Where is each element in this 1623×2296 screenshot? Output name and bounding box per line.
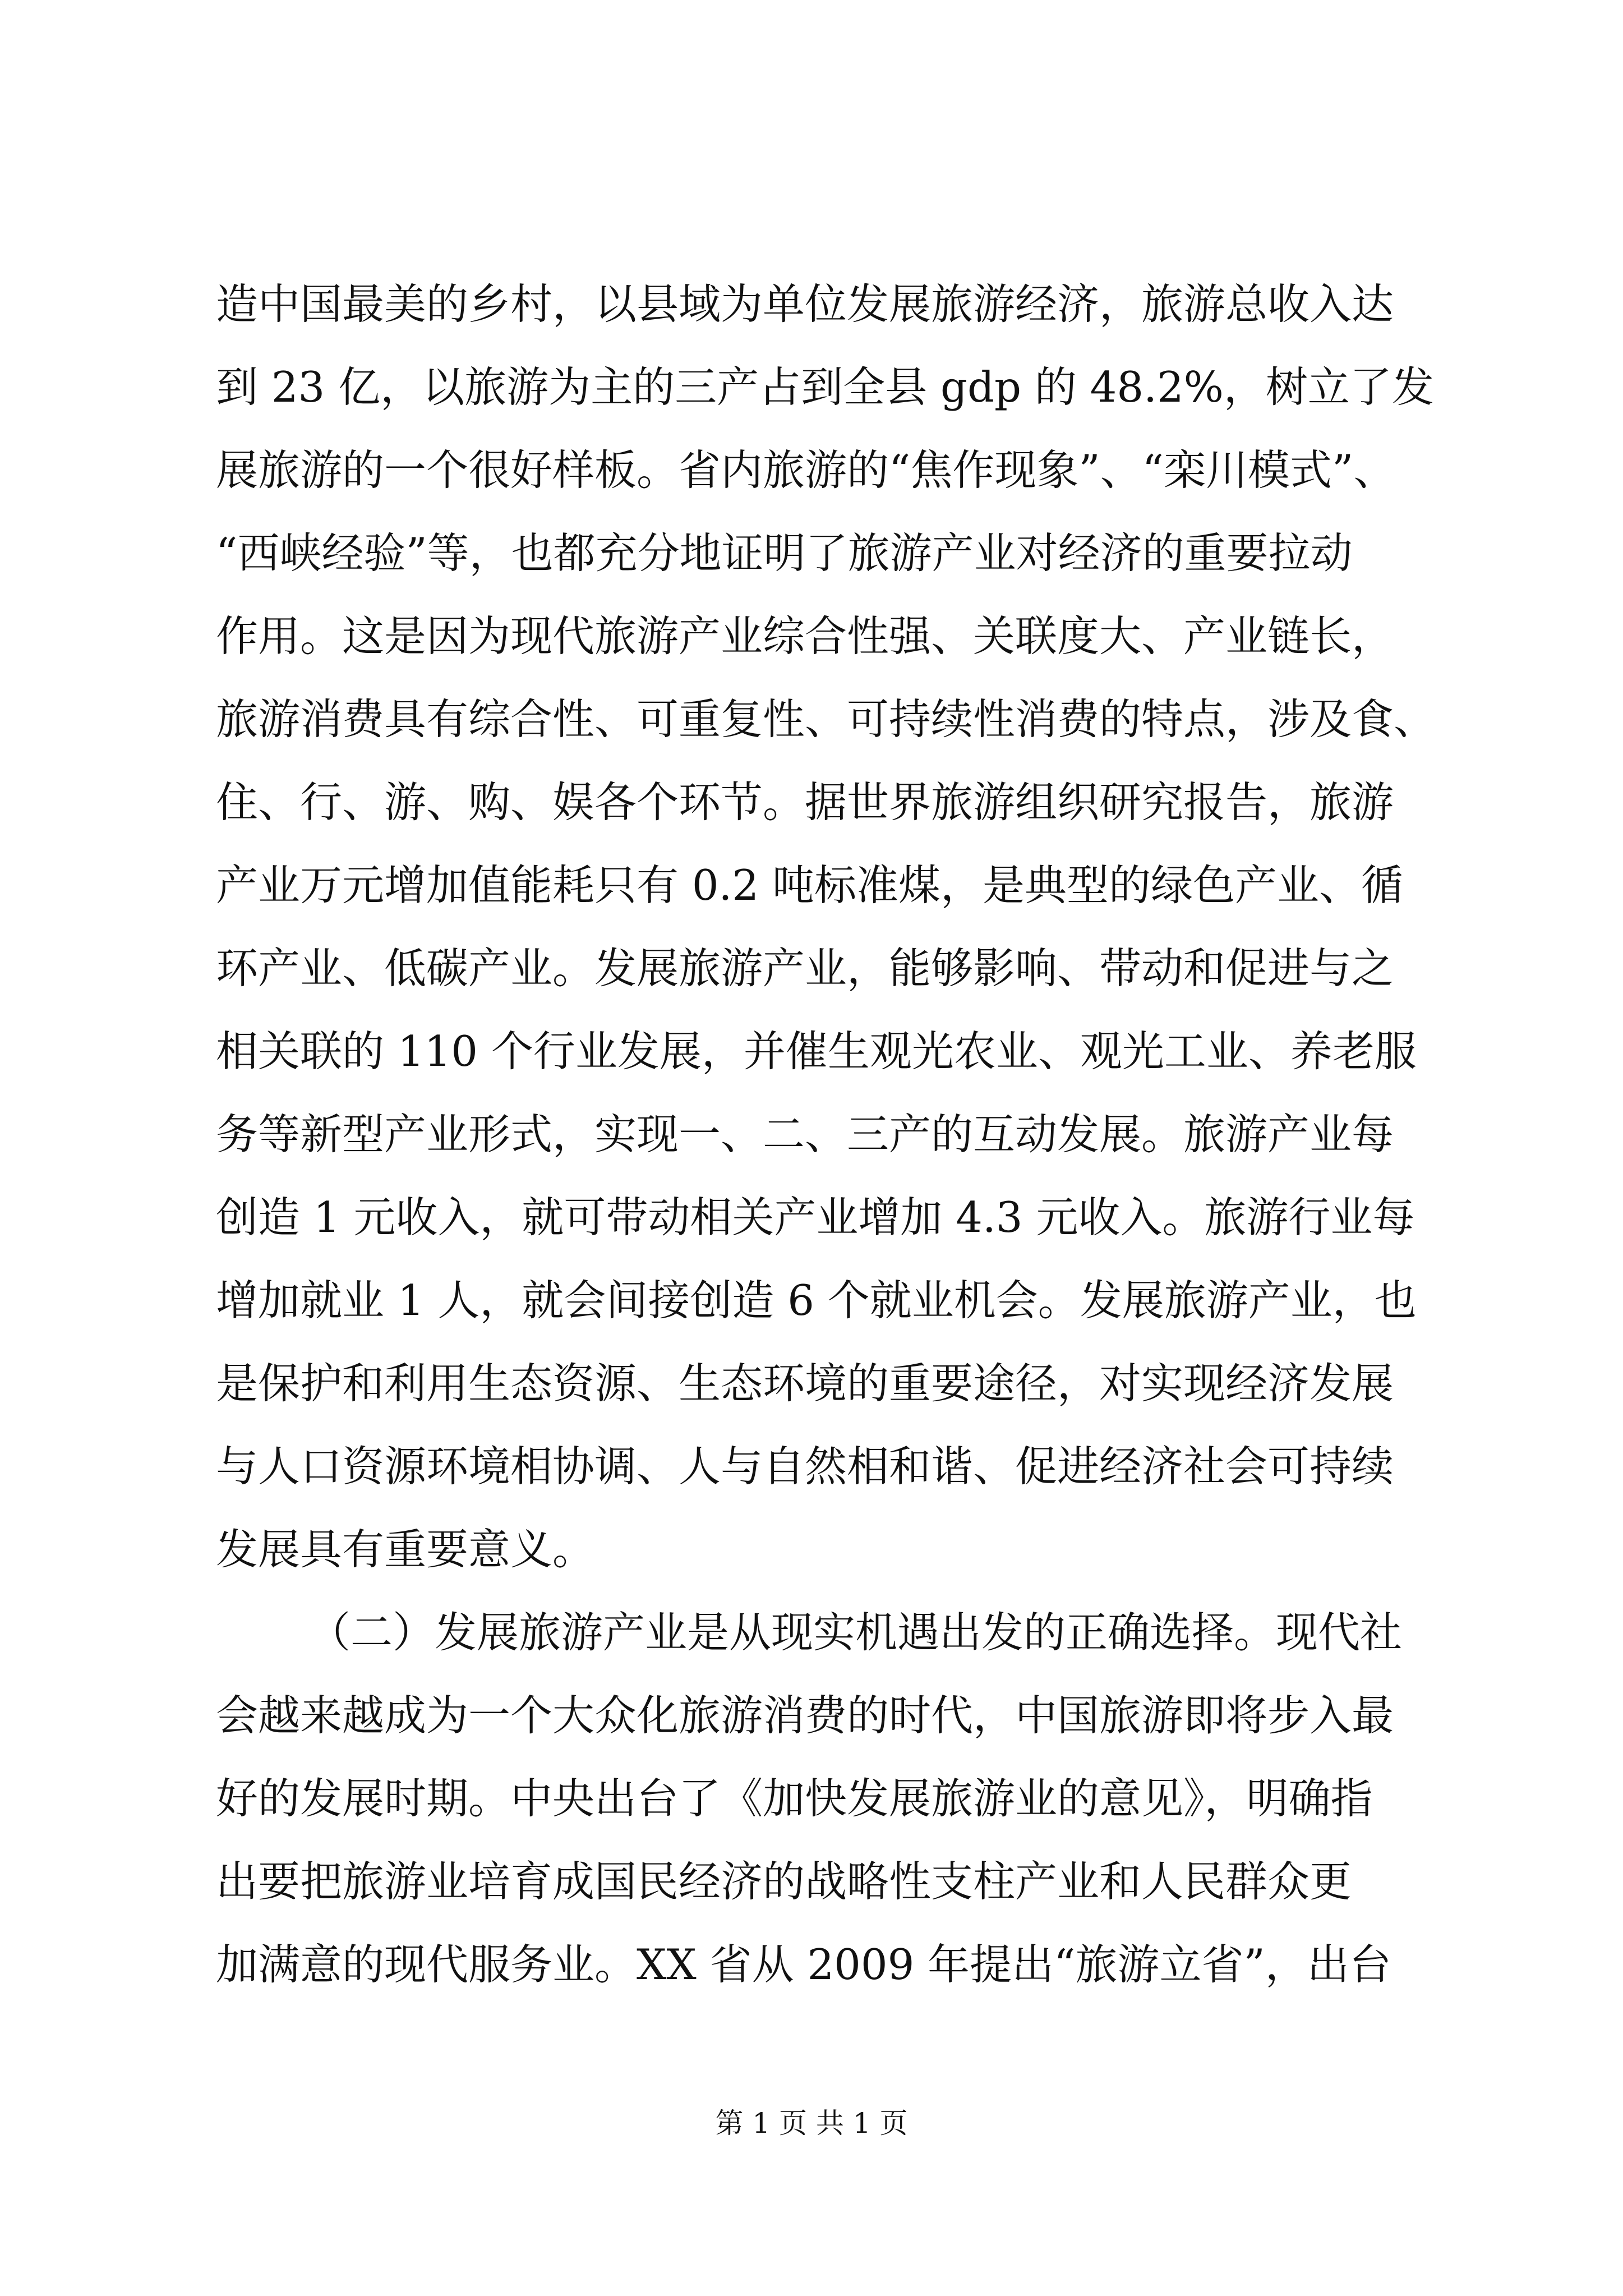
- text-line: 住、行、游、购、娱各个环节。据世界旅游组织研究报告，旅游: [216, 777, 1394, 827]
- text-line: 环产业、低碳产业。发展旅游产业，能够影响、带动和促进与之: [216, 944, 1394, 993]
- text-line: 会越来越成为一个大众化旅游消费的时代，中国旅游即将步入最: [216, 1691, 1394, 1740]
- text-line: 与人口资源环境相协调、人与自然相和谐、促进经济社会可持续: [216, 1442, 1394, 1491]
- section-heading-line: （二）发展旅游产业是从现实机遇出发的正确选择。现代社: [308, 1608, 1403, 1657]
- page-footer: 第 1 页 共 1 页: [715, 2107, 908, 2139]
- text-line: 增加就业 1 人，就会间接创造 6 个就业机会。发展旅游产业，也: [216, 1276, 1417, 1325]
- text-line: “西峡经验”等，也都充分地证明了旅游产业对经济的重要拉动: [216, 528, 1353, 578]
- text-line: 相关联的 110 个行业发展，并催生观光农业、观光工业、养老服: [216, 1027, 1417, 1076]
- text-line: 产业万元增加值能耗只有 0.2 吨标准煤，是典型的绿色产业、循: [216, 861, 1403, 910]
- text-line: 展旅游的一个很好样板。省内旅游的“焦作现象”、“栾川模式”、: [216, 445, 1396, 495]
- text-line: 作用。这是因为现代旅游产业综合性强、关联度大、产业链长，: [216, 611, 1394, 661]
- text-line: 造中国最美的乡村，以县域为单位发展旅游经济，旅游总收入达: [216, 279, 1394, 329]
- text-line: 务等新型产业形式，实现一、二、三产的互动发展。旅游产业每: [216, 1110, 1394, 1159]
- text-line: 创造 1 元收入，就可带动相关产业增加 4.3 元收入。旅游行业每: [216, 1193, 1415, 1242]
- text-line: 到 23 亿，以旅游为主的三产占到全县 gdp 的 48.2%，树立了发: [216, 362, 1434, 412]
- text-line: 发展具有重要意义。: [216, 1525, 595, 1574]
- text-line: 出要把旅游业培育成国民经济的战略性支柱产业和人民群众更: [216, 1857, 1352, 1906]
- text-line: 好的发展时期。中央出台了《加快发展旅游业的意见》，明确指: [216, 1774, 1373, 1823]
- body-text: [216, 263, 1436, 2006]
- text-line: 旅游消费具有综合性、可重复性、可持续性消费的特点，涉及食、: [216, 694, 1436, 744]
- text-line: 是保护和利用生态资源、生态环境的重要途径，对实现经济发展: [216, 1359, 1394, 1408]
- text-line: 加满意的现代服务业。XX 省从 2009 年提出“旅游立省”，出台: [216, 1940, 1391, 1989]
